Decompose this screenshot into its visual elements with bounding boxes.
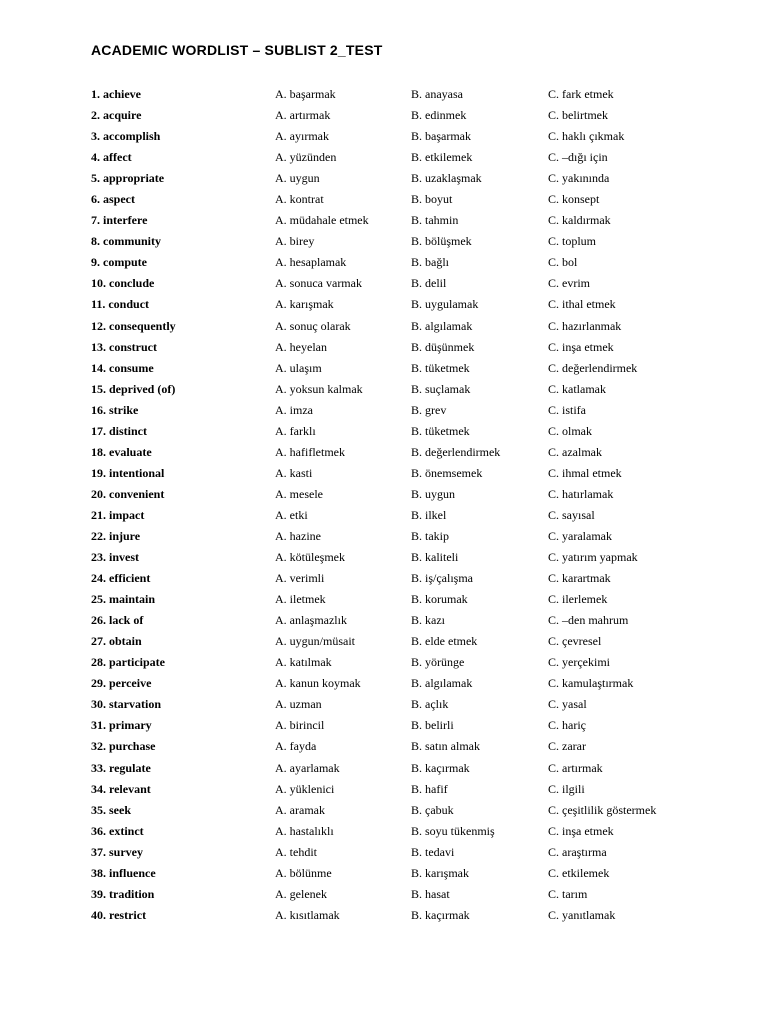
option-a: A. etki: [275, 507, 308, 522]
question-number: 29.: [91, 676, 106, 691]
question-number: 2.: [91, 108, 100, 123]
option-a: A. birey: [275, 234, 315, 249]
question-number-and-word: [91, 821, 144, 842]
question-word: conclude: [109, 276, 155, 291]
option-a: A. bölünme: [275, 865, 332, 880]
question-number: 21.: [91, 507, 106, 522]
question-number: 24.: [91, 571, 106, 586]
question-number: 1.: [91, 87, 100, 101]
option-a: A. mesele: [275, 486, 323, 501]
option-c: C. konsept: [548, 192, 600, 207]
question-number-and-word: [91, 337, 157, 358]
question-row: [0, 231, 768, 252]
question-word: acquire: [103, 108, 142, 123]
question-word: restrict: [109, 907, 147, 922]
option-c: C. kaldırmak: [548, 213, 611, 228]
question-number-and-word: [91, 210, 147, 231]
option-b: B. yörünge: [411, 655, 465, 670]
question-number-and-word: [91, 547, 139, 568]
question-number-and-word: [91, 126, 160, 147]
question-row: [0, 126, 768, 147]
option-a: A. uygun/müsait: [275, 634, 355, 649]
question-word: efficient: [109, 571, 151, 586]
question-number-and-word: [91, 252, 147, 273]
option-c: C. kamulaştırmak: [548, 676, 634, 691]
question-row: [0, 736, 768, 757]
question-number-and-word: [91, 421, 147, 442]
option-a: A. uygun: [275, 171, 320, 186]
question-number-and-word: [91, 400, 138, 421]
option-c: C. belirtmek: [548, 108, 608, 123]
question-number: 40.: [91, 907, 106, 922]
option-b: B. kazı: [411, 613, 445, 628]
question-word: accomplish: [103, 129, 161, 144]
question-list: [0, 84, 768, 926]
option-c: C. istifa: [548, 402, 586, 417]
question-number: 20.: [91, 486, 106, 501]
option-b: B. düşünmek: [411, 339, 475, 354]
option-a: A. ulaşım: [275, 360, 322, 375]
option-a: A. sonuca varmak: [275, 276, 362, 291]
question-number: 23.: [91, 550, 106, 565]
question-number: 7.: [91, 213, 100, 228]
option-a: A. kanun koymak: [275, 676, 361, 691]
question-row: [0, 294, 768, 315]
question-number-and-word: [91, 568, 150, 589]
question-word: community: [103, 234, 161, 249]
question-word: influence: [109, 865, 156, 880]
question-number-and-word: [91, 294, 149, 315]
question-number-and-word: [91, 842, 143, 863]
option-c: C. evrim: [548, 276, 590, 291]
question-row: [0, 568, 768, 589]
question-word: tradition: [109, 886, 155, 901]
option-b: B. uygulamak: [411, 297, 479, 312]
option-b: B. başarmak: [411, 129, 471, 144]
option-b: B. ilkel: [411, 507, 447, 522]
option-b: B. etkilemek: [411, 150, 473, 165]
question-number: 11.: [91, 297, 106, 312]
option-a: A. ayırmak: [275, 129, 329, 144]
question-row: [0, 273, 768, 294]
question-word: distinct: [109, 423, 148, 438]
option-a: A. fayda: [275, 739, 317, 754]
question-word: interfere: [103, 213, 148, 228]
question-number: 33.: [91, 760, 106, 775]
question-row: [0, 884, 768, 905]
option-c: C. ihmal etmek: [548, 465, 622, 480]
option-c: C. tarım: [548, 886, 588, 901]
question-word: strike: [109, 402, 139, 417]
question-number: 13.: [91, 339, 106, 354]
option-c: C. olmak: [548, 423, 592, 438]
question-number: 37.: [91, 844, 106, 859]
question-row: [0, 379, 768, 400]
question-number-and-word: [91, 800, 131, 821]
option-c: C. ilerlemek: [548, 592, 608, 607]
question-row: [0, 589, 768, 610]
option-b: B. algılamak: [411, 318, 473, 333]
question-row: [0, 168, 768, 189]
question-row: [0, 400, 768, 421]
question-number-and-word: [91, 316, 176, 337]
question-word: extinct: [109, 823, 144, 838]
question-word: achieve: [103, 87, 141, 101]
question-number: 12.: [91, 318, 106, 333]
option-a: A. iletmek: [275, 592, 326, 607]
option-b: B. önemsemek: [411, 465, 483, 480]
question-number-and-word: [91, 673, 151, 694]
question-word: consume: [109, 360, 154, 375]
question-number-and-word: [91, 379, 175, 400]
option-c: C. zarar: [548, 739, 586, 754]
question-word: conduct: [108, 297, 150, 312]
option-b: B. boyut: [411, 192, 453, 207]
question-word: consequently: [109, 318, 176, 333]
question-word: construct: [109, 339, 157, 354]
option-c: C. hatırlamak: [548, 486, 614, 501]
option-b: B. satın almak: [411, 739, 480, 754]
question-number: 28.: [91, 655, 106, 670]
question-word: purchase: [109, 739, 156, 754]
question-number: 25.: [91, 592, 106, 607]
option-b: B. algılamak: [411, 676, 473, 691]
question-number: 9.: [91, 255, 100, 270]
option-b: B. çabuk: [411, 802, 454, 817]
option-a: A. farklı: [275, 423, 316, 438]
question-number: 17.: [91, 423, 106, 438]
option-a: A. hastalıklı: [275, 823, 334, 838]
question-word: compute: [103, 255, 147, 270]
question-word: affect: [103, 150, 132, 165]
option-b: B. karışmak: [411, 865, 469, 880]
question-row: [0, 210, 768, 231]
question-number: 4.: [91, 150, 100, 165]
option-b: B. uzaklaşmak: [411, 171, 482, 186]
option-c: C. yerçekimi: [548, 655, 610, 670]
question-number: 6.: [91, 192, 100, 207]
question-row: [0, 800, 768, 821]
question-word: participate: [109, 655, 165, 670]
question-row: [0, 84, 768, 105]
question-row: [0, 694, 768, 715]
option-c: C. çevresel: [548, 634, 602, 649]
question-row: [0, 421, 768, 442]
option-a: A. gelenek: [275, 886, 327, 901]
option-b: B. kaliteli: [411, 550, 459, 565]
question-number: 31.: [91, 718, 106, 733]
option-c: C. haklı çıkmak: [548, 129, 625, 144]
option-a: A. artırmak: [275, 108, 331, 123]
option-c: C. azalmak: [548, 444, 602, 459]
option-c: C. etkilemek: [548, 865, 610, 880]
option-c: C. fark etmek: [548, 87, 614, 101]
option-c: C. hariç: [548, 718, 586, 733]
question-number: 39.: [91, 886, 106, 901]
question-row: [0, 863, 768, 884]
option-a: A. kasti: [275, 465, 313, 480]
question-row: [0, 758, 768, 779]
question-word: injure: [109, 528, 141, 543]
option-b: B. grev: [411, 402, 447, 417]
question-word: survey: [109, 844, 143, 859]
question-row: [0, 842, 768, 863]
option-b: B. tahmin: [411, 213, 459, 228]
question-word: evaluate: [109, 444, 152, 459]
question-number-and-word: [91, 526, 140, 547]
question-row: [0, 673, 768, 694]
question-number: 16.: [91, 402, 106, 417]
option-c: C. yatırım yapmak: [548, 550, 638, 565]
option-b: B. tüketmek: [411, 360, 470, 375]
question-number-and-word: [91, 905, 146, 926]
question-number-and-word: [91, 505, 144, 526]
question-row: [0, 526, 768, 547]
option-c: C. çeşitlilik göstermek: [548, 802, 657, 817]
option-b: B. kaçırmak: [411, 907, 470, 922]
option-a: A. hafifletmek: [275, 444, 345, 459]
question-number: 38.: [91, 865, 106, 880]
option-c: C. ithal etmek: [548, 297, 616, 312]
question-word: appropriate: [103, 171, 165, 186]
question-word: aspect: [103, 192, 135, 207]
option-a: A. kötüleşmek: [275, 550, 345, 565]
option-b: B. tedavi: [411, 844, 455, 859]
question-word: regulate: [109, 760, 151, 775]
option-c: C. değerlendirmek: [548, 360, 638, 375]
option-b: B. soyu tükenmiş: [411, 823, 495, 838]
option-b: B. belirli: [411, 718, 454, 733]
question-row: [0, 505, 768, 526]
option-c: C. araştırma: [548, 844, 607, 859]
question-number: 19.: [91, 465, 106, 480]
question-row: [0, 147, 768, 168]
option-b: B. iş/çalışma: [411, 571, 473, 586]
question-word: primary: [109, 718, 152, 733]
question-number: 18.: [91, 444, 106, 459]
option-a: A. hesaplamak: [275, 255, 347, 270]
option-b: B. bölüşmek: [411, 234, 472, 249]
question-row: [0, 316, 768, 337]
question-number: 30.: [91, 697, 106, 712]
question-number: 26.: [91, 613, 106, 628]
question-number: 10.: [91, 276, 106, 291]
option-c: C. karartmak: [548, 571, 611, 586]
option-c: C. ilgili: [548, 781, 585, 796]
question-row: [0, 252, 768, 273]
option-a: A. imza: [275, 402, 313, 417]
option-a: A. verimli: [275, 571, 325, 586]
option-a: A. başarmak: [275, 87, 336, 101]
question-row: [0, 105, 768, 126]
option-a: A. heyelan: [275, 339, 327, 354]
option-c: C. –den mahrum: [548, 613, 629, 628]
option-b: B. delil: [411, 276, 447, 291]
option-b: B. edinmek: [411, 108, 467, 123]
question-number-and-word: [91, 484, 164, 505]
question-number-and-word: [91, 631, 142, 652]
question-word: relevant: [109, 781, 151, 796]
question-number: 14.: [91, 360, 106, 375]
option-b: B. açlık: [411, 697, 449, 712]
option-b: B. anayasa: [411, 87, 463, 101]
question-word: perceive: [109, 676, 152, 691]
question-word: deprived (of): [109, 381, 176, 396]
option-c: C. bol: [548, 255, 578, 270]
option-a: A. kısıtlamak: [275, 907, 340, 922]
question-number-and-word: [91, 358, 154, 379]
question-number-and-word: [91, 694, 161, 715]
question-number: 35.: [91, 802, 106, 817]
question-number-and-word: [91, 147, 132, 168]
question-number-and-word: [91, 273, 154, 294]
question-number-and-word: [91, 442, 152, 463]
question-number: 36.: [91, 823, 106, 838]
option-c: C. yasal: [548, 697, 587, 712]
question-number-and-word: [91, 758, 151, 779]
option-c: C. katlamak: [548, 381, 606, 396]
option-b: B. suçlamak: [411, 381, 471, 396]
option-a: A. katılmak: [275, 655, 332, 670]
question-number-and-word: [91, 589, 155, 610]
option-b: B. elde etmek: [411, 634, 478, 649]
option-a: A. tehdit: [275, 844, 317, 859]
option-a: A. karışmak: [275, 297, 334, 312]
question-number-and-word: [91, 736, 155, 757]
question-number-and-word: [91, 863, 156, 884]
option-a: A. yoksun kalmak: [275, 381, 363, 396]
option-c: C. inşa etmek: [548, 339, 614, 354]
option-c: C. yakınında: [548, 171, 610, 186]
question-number-and-word: [91, 231, 161, 252]
option-b: B. tüketmek: [411, 423, 470, 438]
question-row: [0, 821, 768, 842]
option-b: B. kaçırmak: [411, 760, 470, 775]
question-number: 8.: [91, 234, 100, 249]
question-row: [0, 631, 768, 652]
question-number-and-word: [91, 884, 154, 905]
option-b: B. korumak: [411, 592, 468, 607]
option-b: B. hasat: [411, 886, 450, 901]
question-number: 3.: [91, 129, 100, 144]
question-word: maintain: [109, 592, 156, 607]
option-c: C. artırmak: [548, 760, 603, 775]
question-row: [0, 610, 768, 631]
question-number-and-word: [91, 652, 165, 673]
question-row: [0, 905, 768, 926]
question-number-and-word: [91, 84, 141, 105]
question-row: [0, 484, 768, 505]
question-word: intentional: [109, 465, 165, 480]
option-c: C. sayısal: [548, 507, 595, 522]
question-word: convenient: [109, 486, 165, 501]
question-number: 32.: [91, 739, 106, 754]
option-a: A. sonuç olarak: [275, 318, 351, 333]
question-row: [0, 189, 768, 210]
question-number-and-word: [91, 463, 164, 484]
option-b: B. uygun: [411, 486, 456, 501]
question-row: [0, 463, 768, 484]
option-c: C. yanıtlamak: [548, 907, 616, 922]
option-c: C. inşa etmek: [548, 823, 614, 838]
question-word: invest: [109, 550, 139, 565]
question-number: 34.: [91, 781, 106, 796]
option-a: A. kontrat: [275, 192, 324, 207]
question-number-and-word: [91, 715, 152, 736]
option-a: A. ayarlamak: [275, 760, 340, 775]
question-word: seek: [109, 802, 131, 817]
question-row: [0, 779, 768, 800]
option-c: C. hazırlanmak: [548, 318, 622, 333]
question-row: [0, 337, 768, 358]
question-word: obtain: [109, 634, 142, 649]
page-title: ACADEMIC WORDLIST – SUBLIST 2_TEST: [91, 42, 383, 58]
question-number: 5.: [91, 171, 100, 186]
question-word: impact: [109, 507, 145, 522]
question-number: 27.: [91, 634, 106, 649]
option-a: A. yüzünden: [275, 150, 337, 165]
question-row: [0, 652, 768, 673]
option-a: A. hazine: [275, 528, 321, 543]
option-a: A. uzman: [275, 697, 322, 712]
option-a: A. birincil: [275, 718, 325, 733]
question-row: [0, 715, 768, 736]
question-row: [0, 442, 768, 463]
option-a: A. müdahale etmek: [275, 213, 369, 228]
option-a: A. anlaşmazlık: [275, 613, 347, 628]
question-word: starvation: [109, 697, 161, 712]
option-b: B. bağlı: [411, 255, 449, 270]
option-c: C. yaralamak: [548, 528, 612, 543]
question-number-and-word: [91, 105, 141, 126]
question-number: 15.: [91, 381, 106, 396]
option-c: C. toplum: [548, 234, 597, 249]
option-a: A. yüklenici: [275, 781, 335, 796]
question-number-and-word: [91, 610, 143, 631]
option-b: B. takip: [411, 528, 449, 543]
question-row: [0, 358, 768, 379]
option-c: C. –dığı için: [548, 150, 608, 165]
question-number: 22.: [91, 528, 106, 543]
question-number-and-word: [91, 168, 164, 189]
question-word: lack of: [109, 613, 144, 628]
option-b: B. değerlendirmek: [411, 444, 501, 459]
question-row: [0, 547, 768, 568]
option-a: A. aramak: [275, 802, 325, 817]
question-number-and-word: [91, 779, 151, 800]
question-number-and-word: [91, 189, 135, 210]
option-b: B. hafif: [411, 781, 448, 796]
